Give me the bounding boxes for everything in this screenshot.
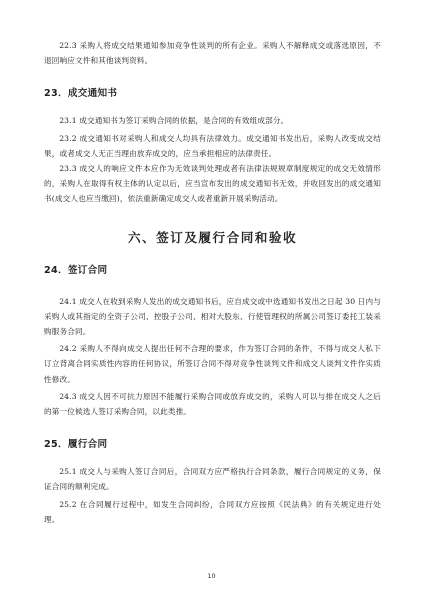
section-heading-24: 24．签订合同 — [44, 264, 108, 276]
paragraph-22-3: 22.3 采购人将成交结果通知参加竞争性谈判的所有企业。采购人不解释成交或落选原因，不退回响应文件和其他谈判资料。 — [44, 41, 381, 66]
paragraph-23-2: 23.2 成交通知书对采购人和成交人均具有法律效力。成交通知书发出后，采购人改变成交结果，或者成交人无正当理由放弃成交的，应当承担相应的法律责任。 — [44, 133, 381, 158]
chapter-heading-6: 六、签订及履行合同和验收 — [127, 229, 298, 245]
paragraph-23-3: 23.3 成交人的响应文件本应作为无效谈判处理或者有法律法规规章制度规定的成交无效情形的，采购人在取得有权主体的认定以后，应当宣布发出的成交通知书无效，并收回发出的成交通知书(成交人也应当缴回)，依法重新确定成交人或者重新开展采购活动。 — [44, 164, 381, 204]
paragraph-24-3: 24.3 成交人因不可抗力原因不能履行采购合同或放弃成交的，采购人可以与排在成交人之后的第一位候选人签订采购合同，以此类推。 — [44, 391, 381, 417]
paragraph-25-2: 25.2 在合同履行过程中，如发生合同纠纷，合同双方应按照《民法典》的有关规定进行处理。 — [44, 499, 381, 524]
paragraph-24-2: 24.2 采购人不得向成交人提出任何不合理的要求，作为签订合同的条件，不得与成交人私下订立背离合同实质性内容的任何协议，所签订合同不得对竞争性谈判文件和成交人谈判文件作实质性修改。 — [44, 344, 381, 384]
page-number: 10 — [207, 572, 216, 580]
paragraph-23-1: 23.1 成交通知书为签订采购合同的依据，是合同的有效组成部分。 — [59, 116, 289, 126]
section-heading-25: 25．履行合同 — [44, 439, 108, 451]
paragraph-25-1: 25.1 成交人与采购人签订合同后，合同双方应严格执行合同条款，履行合同规定的义务，保证合同的顺利完成。 — [44, 467, 381, 492]
section-heading-23: 23．成交通知书 — [44, 88, 118, 100]
paragraph-24-1: 24.1 成交人在收到采购人发出的成交通知书后，应自成交或中选通知书发出之日起 30 日内与采购人或其指定的全资子公司、控股子公司、相对大股东、行使管理权的所属公司签订委托工装采购服务合同。 — [44, 296, 381, 337]
